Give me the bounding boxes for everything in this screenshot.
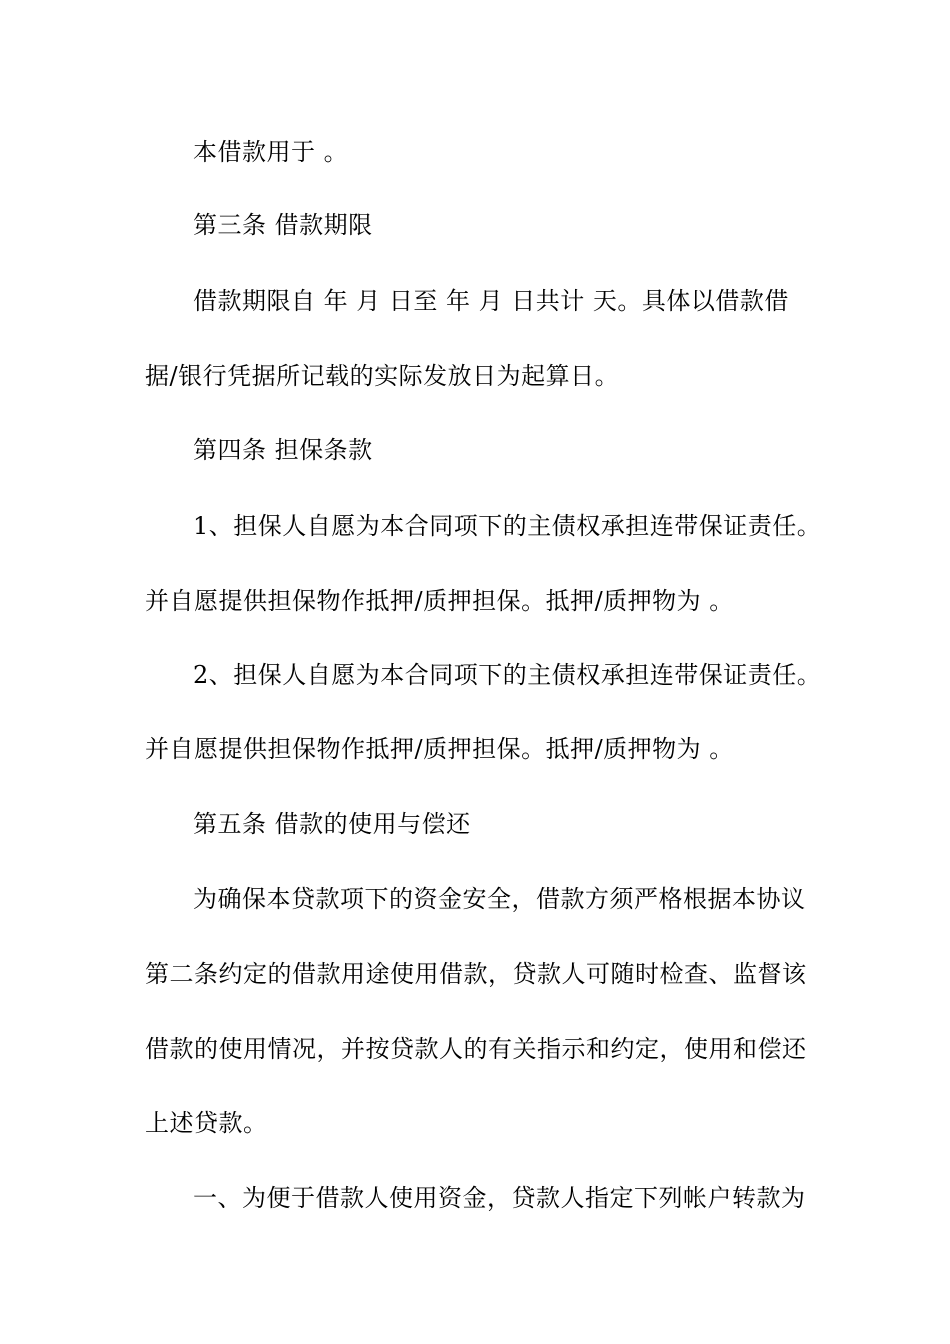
paragraph-line: 据/银行凭据所记载的实际发放日为起算日。 (145, 362, 620, 390)
paragraph-line: 借款的使用情况，并按贷款人的有关指示和约定，使用和偿还 (145, 1035, 807, 1063)
paragraph-line: 上述贷款。 (145, 1109, 268, 1137)
article-heading: 第五条 借款的使用与偿还 (193, 810, 471, 838)
paragraph-line: 借款期限自 年 月 日至 年 月 日共计 天。具体以借款借 (193, 287, 789, 315)
paragraph-line: 第二条约定的借款用途使用借款，贷款人可随时检查、监督该 (145, 960, 807, 988)
paragraph-line: 并自愿提供担保物作抵押/质押担保。抵押/质押物为 。 (145, 587, 734, 615)
article-heading: 第三条 借款期限 (193, 211, 373, 239)
paragraph-line: 1、担保人自愿为本合同项下的主债权承担连带保证责任。 (193, 512, 822, 540)
paragraph-line: 一、为便于借款人使用资金，贷款人指定下列帐户转款为 (193, 1184, 806, 1212)
paragraph-line: 本借款用于 。 (193, 138, 349, 166)
article-heading: 第四条 担保条款 (193, 436, 373, 464)
paragraph-line: 为确保本贷款项下的资金安全，借款方须严格根据本协议 (193, 885, 806, 913)
paragraph-line: 并自愿提供担保物作抵押/质押担保。抵押/质押物为 。 (145, 735, 734, 763)
paragraph-line: 2、担保人自愿为本合同项下的主债权承担连带保证责任。 (193, 661, 822, 689)
